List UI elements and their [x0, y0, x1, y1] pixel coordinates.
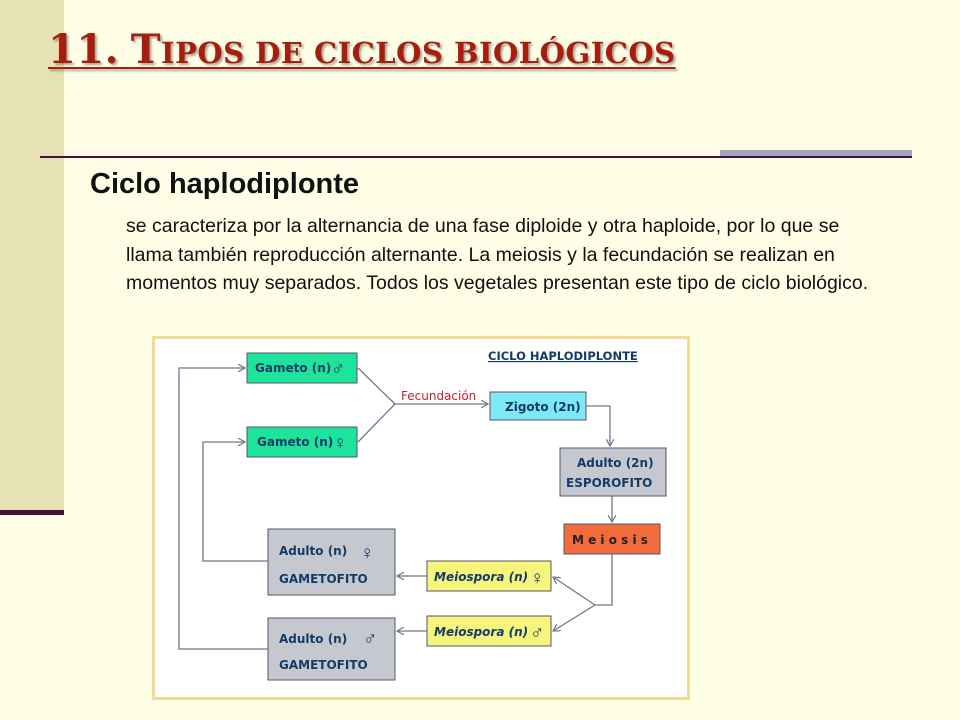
slide-subtitle: Ciclo haplodiplonte [90, 168, 360, 200]
zigoto-to-esporofito-arrow [586, 406, 610, 446]
title-number: 11. [48, 26, 120, 73]
meiosis-to-meiospora-female-arrow [553, 577, 595, 605]
left-accent-bar [0, 0, 64, 512]
gameto-male-label: Gameto (n) [255, 361, 332, 375]
gameto-male-to-fecundacion-arrow [358, 368, 395, 404]
title-rest: IPOS DE CICLOS BIOLÓGICOS [161, 36, 676, 70]
fecundacion-label: Fecundación [401, 389, 477, 403]
meiospora-female-label: Meiospora (n) [434, 570, 529, 584]
gametofito-female-line2: GAMETOFITO [279, 572, 368, 586]
gametofito-male-to-gameto-male-arrow [179, 368, 268, 649]
title-first-letter: T [130, 26, 161, 73]
male-symbol-icon: ♂ [331, 359, 346, 380]
title-divider [40, 156, 720, 158]
slide-body-text: se caracteriza por la alternancia de una fase diploide y otra haploide, por lo que se llama también reproducción alternante. La meiosis y la fecundación se realizan en momentos muy separados. Todos los vegetales presentan este tipo de ciclo biológico. [126, 215, 869, 294]
esporofito-line1: Adulto (2n) [577, 456, 654, 470]
cycle-diagram-svg [155, 339, 687, 697]
gameto-female-to-fecundacion-arrow [358, 404, 395, 442]
left-accent-line [0, 510, 64, 515]
cycle-diagram [152, 336, 690, 700]
gametofito-male-line1: Adulto (n) [279, 632, 348, 646]
meiosis-split-line [595, 554, 612, 605]
title-divider-accent-line [720, 156, 912, 158]
male-symbol-icon: ♂ [363, 629, 378, 650]
meiosis-to-meiospora-male-arrow [553, 605, 595, 631]
female-symbol-icon: ♀ [530, 568, 545, 589]
slide-title [48, 26, 676, 73]
male-symbol-icon: ♂ [530, 623, 545, 644]
gametofito-female-to-gameto-female-arrow [203, 442, 268, 561]
female-symbol-icon: ♀ [360, 543, 375, 564]
gametofito-female-line1: Adulto (n) [279, 544, 348, 558]
gameto-female-label: Gameto (n) [257, 435, 334, 449]
meiospora-male-label: Meiospora (n) [434, 625, 529, 639]
female-symbol-icon: ♀ [333, 433, 348, 454]
diagram-heading: CICLO HAPLODIPLONTE [488, 349, 638, 363]
zigoto-label: Zigoto (2n) [505, 400, 581, 414]
gametofito-male-line2: GAMETOFITO [279, 658, 368, 672]
esporofito-line2: ESPOROFITO [566, 476, 653, 490]
meiosis-label: M e i o s i s [572, 533, 648, 547]
